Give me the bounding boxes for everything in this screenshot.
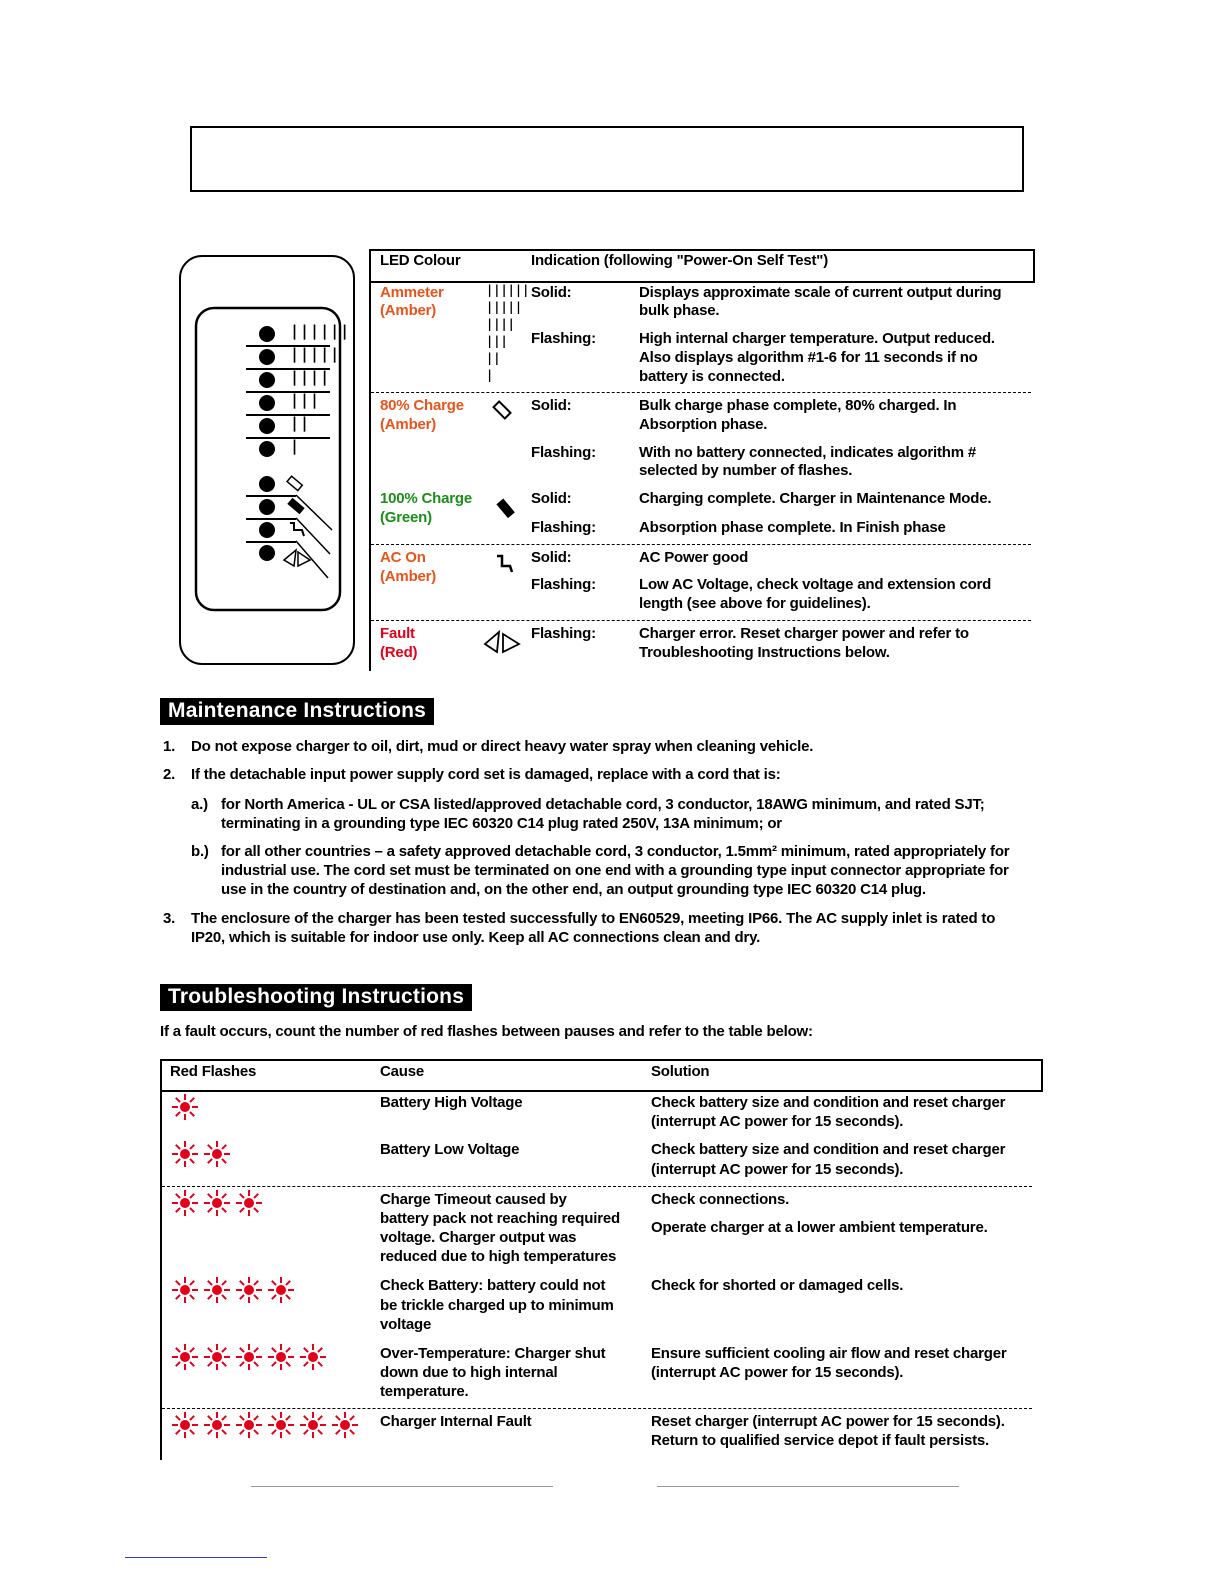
charge80-color: (Amber) (380, 416, 437, 433)
red-flashes-heading: Red Flashes (170, 1063, 257, 1080)
red-flash-icon (234, 1342, 264, 1372)
fault-flash-text-2: Troubleshooting Instructions below. (639, 644, 890, 661)
acon-flash-label: Flashing: (531, 576, 596, 593)
row6-solution-1: Reset charger (interrupt AC power for 15 seconds). (651, 1413, 1005, 1430)
charge100-flash-text: Absorption phase complete. In Finish phase (639, 519, 946, 536)
maintenance-a-line2: terminating in a grounding type IEC 60320 C14 plug rated 250V, 13A minimum; or (221, 815, 782, 832)
led-dot-icon (259, 476, 275, 492)
row1-solution-2: (interrupt AC power for 15 seconds). (651, 1113, 904, 1130)
led-dot-icon (259, 545, 275, 561)
led-colour-heading: LED Colour (380, 252, 461, 269)
indication-heading: Indication (following "Power-On Self Test") (531, 252, 829, 269)
maintenance-item3-line2: IP20, which is suitable for indoor use only. Keep all AC connections clean and dry. (191, 929, 761, 946)
row3-cause-4: reduced due to high temperatures (380, 1248, 617, 1265)
red-flash-icon (170, 1188, 200, 1218)
footer-rule-right (657, 1486, 959, 1487)
row6-cause-1: Charger Internal Fault (380, 1413, 532, 1430)
row2-cause-1: Battery Low Voltage (380, 1141, 520, 1158)
row5-cause-3: temperature. (380, 1383, 469, 1400)
row5-solution-2: (interrupt AC power for 15 seconds). (651, 1364, 904, 1381)
red-flash-icon (266, 1410, 296, 1440)
ammeter-flash-text-1: High internal charger temperature. Output reduced. (639, 330, 995, 347)
flashes-row-4 (170, 1275, 296, 1305)
led-dot-icon (259, 499, 275, 515)
ammeter-flash-text-2: Also displays algorithm #1-6 for 11 seconds if no (639, 349, 978, 366)
charge100-label: 100% Charge (380, 490, 473, 507)
acon-flash-text-1: Low AC Voltage, check voltage and extension cord (639, 576, 992, 593)
ammeter-bars-1: | (290, 437, 301, 455)
row1-cause-1: Battery High Voltage (380, 1094, 523, 1111)
ammeter-flash-text-3: battery is connected. (639, 368, 785, 385)
acon-flash-text-2: length (see above for guidelines). (639, 595, 871, 612)
row6-solution-2: Return to qualified service depot if fault persists. (651, 1432, 989, 1449)
troubleshooting-title: Troubleshooting Instructions (160, 984, 472, 1011)
solution-heading: Solution (651, 1063, 710, 1080)
ammeter-bars-icon: |||||| ||||| |||| ||| || | (486, 283, 530, 382)
maintenance-item3-num: 3. (163, 910, 176, 927)
row4-solution-1: Check for shorted or damaged cells. (651, 1277, 904, 1294)
row3-solution-1: Check connections. (651, 1191, 790, 1208)
row5-cause-2: down due to high internal (380, 1364, 558, 1381)
flashes-row-1 (170, 1092, 200, 1122)
maintenance-item2: If the detachable input power supply cord set is damaged, replace with a cord that is: (191, 766, 781, 783)
battery-outline-icon (490, 398, 514, 422)
fault-flash-label: Flashing: (531, 625, 596, 642)
led-leader-lines (280, 474, 340, 584)
ammeter-solid-text-2: bulk phase. (639, 302, 720, 319)
maintenance-b-label: b.) (191, 843, 209, 860)
maintenance-item1: Do not expose charger to oil, dirt, mud or direct heavy water spray when cleaning vehicle. (191, 738, 814, 755)
maintenance-b-line2: industrial use. The cord set must be terminated on one end with a grounding type input connector appropriate for (221, 862, 1009, 879)
maintenance-item2-num: 2. (163, 766, 176, 783)
red-flash-icon (170, 1139, 200, 1169)
row3-cause-2: battery pack not reaching required (380, 1210, 620, 1227)
row3-cause-1: Charge Timeout caused by (380, 1191, 567, 1208)
red-flash-icon (170, 1410, 200, 1440)
maintenance-title: Maintenance Instructions (160, 698, 434, 725)
led-dot-icon (259, 326, 275, 342)
acon-solid-label: Solid: (531, 549, 572, 566)
fault-color: (Red) (380, 644, 418, 661)
charge80-flash-text-1: With no battery connected, indicates algorithm # (639, 444, 976, 461)
ammeter-bars-2: || (290, 414, 311, 432)
charge80-flash-text-2: selected by number of flashes. (639, 462, 853, 479)
red-flash-icon (170, 1092, 200, 1122)
ammeter-bars-5: ||||| (290, 345, 341, 363)
red-flash-icon (202, 1410, 232, 1440)
red-flash-icon (202, 1188, 232, 1218)
red-flash-icon (330, 1410, 360, 1440)
charge100-solid-label: Solid: (531, 490, 572, 507)
charge80-solid-text-2: Absorption phase. (639, 416, 768, 433)
footer-rule-left (251, 1486, 553, 1487)
red-flash-icon (234, 1275, 264, 1305)
row2-solution-1: Check battery size and condition and reset charger (651, 1141, 1006, 1158)
led-dot-icon (259, 349, 275, 365)
maintenance-b-line1: for all other countries – a safety approved detachable cord, 3 conductor, 1.5mm² minimum, rated appropriately for (221, 843, 1010, 860)
row4-cause-2: be trickle charged up to minimum (380, 1297, 614, 1314)
flashes-row-5 (170, 1342, 328, 1372)
ammeter-solid-label: Solid: (531, 284, 572, 301)
red-flash-icon (266, 1275, 296, 1305)
red-flash-icon (202, 1342, 232, 1372)
ammeter-color: (Amber) (380, 302, 437, 319)
row1-solution-1: Check battery size and condition and reset charger (651, 1094, 1006, 1111)
charge80-label: 80% Charge (380, 397, 464, 414)
red-flash-icon (298, 1342, 328, 1372)
red-flash-icon (298, 1410, 328, 1440)
row4-cause-3: voltage (380, 1316, 432, 1333)
acon-color: (Amber) (380, 568, 437, 585)
ammeter-bars-4: |||| (290, 368, 331, 386)
row3-solution-2: Operate charger at a lower ambient temperature. (651, 1219, 988, 1236)
red-flash-icon (266, 1342, 296, 1372)
led-dot-icon (259, 372, 275, 388)
top-title-box (190, 126, 1024, 192)
troubleshooting-table-header (160, 1059, 1043, 1092)
ammeter-bars-3: ||| (290, 391, 321, 409)
maintenance-a-line1: for North America - UL or CSA listed/approved detachable cord, 3 conductor, 18AWG minimum, and rated SJT; (221, 796, 985, 813)
row3-cause-3: voltage. Charger output was (380, 1229, 577, 1246)
charge80-solid-label: Solid: (531, 397, 572, 414)
red-flash-icon (170, 1275, 200, 1305)
charge100-color: (Green) (380, 509, 432, 526)
red-flash-icon (234, 1410, 264, 1440)
battery-filled-icon (494, 496, 518, 520)
ammeter-label: Ammeter (380, 284, 444, 301)
ammeter-solid-text-1: Displays approximate scale of current output during (639, 284, 1002, 301)
row5-cause-1: Over-Temperature: Charger shut (380, 1345, 606, 1362)
led-table-left-rule (369, 279, 371, 671)
led-dot-icon (259, 395, 275, 411)
led-dot-icon (259, 418, 275, 434)
ammeter-bars-6: |||||| (290, 322, 351, 340)
fault-flash-text-1: Charger error. Reset charger power and refer to (639, 625, 969, 642)
footer-link-rule (125, 1557, 267, 1558)
cause-heading: Cause (380, 1063, 425, 1080)
red-flash-icon (202, 1139, 232, 1169)
charge100-flash-label: Flashing: (531, 519, 596, 536)
flashes-row-2 (170, 1139, 232, 1169)
red-flash-icon (202, 1275, 232, 1305)
acon-solid-text: AC Power good (639, 549, 749, 566)
battery-outline-icon (287, 476, 302, 490)
troubleshooting-left-rule (160, 1088, 162, 1460)
charge100-solid-text: Charging complete. Charger in Maintenance Mode. (639, 490, 992, 507)
maintenance-item3-line1: The enclosure of the charger has been tested successfully to EN60529, meeting IP66. The AC supply inlet is rated to (191, 910, 996, 927)
flashes-row-6 (170, 1410, 360, 1440)
fault-label: Fault (380, 625, 415, 642)
maintenance-item1-num: 1. (163, 738, 176, 755)
row5-solution-1: Ensure sufficient cooling air flow and reset charger (651, 1345, 1007, 1362)
led-dot-icon (259, 522, 275, 538)
plug-icon (494, 552, 518, 576)
row4-cause-1: Check Battery: battery could not (380, 1277, 606, 1294)
charge80-solid-text-1: Bulk charge phase complete, 80% charged. In (639, 397, 957, 414)
led-dot-icon (259, 441, 275, 457)
fault-triangles-icon (483, 628, 523, 654)
ammeter-flash-label: Flashing: (531, 330, 596, 347)
charger-panel-illustration (178, 254, 360, 668)
red-flash-icon (234, 1188, 264, 1218)
red-flash-icon (170, 1342, 200, 1372)
maintenance-b-line3: use in the country of destination and, on the other end, an output grounding type IEC 60320 C14 plug. (221, 881, 926, 898)
charge80-flash-label: Flashing: (531, 444, 596, 461)
flashes-row-3 (170, 1188, 264, 1218)
row2-solution-2: (interrupt AC power for 15 seconds). (651, 1161, 904, 1178)
troubleshooting-intro: If a fault occurs, count the number of red flashes between pauses and refer to the table below: (160, 1023, 813, 1040)
maintenance-a-label: a.) (191, 796, 208, 813)
acon-label: AC On (380, 549, 426, 566)
